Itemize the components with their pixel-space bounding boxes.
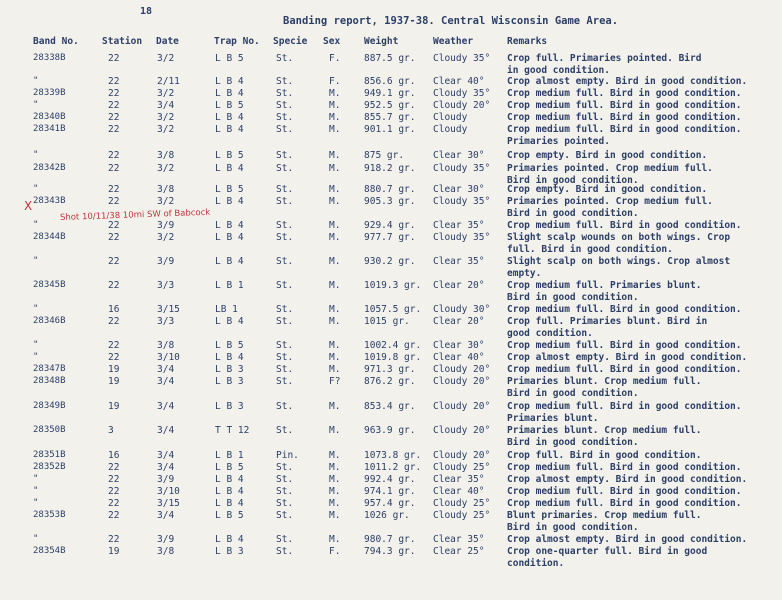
handwritten-shot-note: Shot 10/11/38 10mi SW of Babcock	[59, 207, 211, 223]
cell-species: St.	[276, 53, 294, 64]
cell-weather: Cloudy 20°	[433, 425, 491, 436]
cell-date: 3/4	[157, 462, 175, 473]
cell-date: 3/15	[157, 304, 180, 315]
cell-date: 3/3	[157, 316, 175, 327]
cell-station: 16	[108, 304, 120, 315]
cell-band: "	[33, 474, 39, 484]
cell-species: St.	[276, 340, 294, 351]
cell-trap: L B 3	[215, 546, 244, 557]
cell-weather: Clear 35°	[433, 256, 485, 267]
cell-remarks-line: Crop medium full. Bird in good condition.	[507, 124, 742, 135]
cell-trap: L B 4	[215, 352, 244, 363]
cell-trap: L B 4	[215, 474, 244, 485]
cell-station: 22	[108, 124, 120, 135]
cell-sex: M.	[329, 150, 341, 161]
cell-date: 3/2	[157, 163, 175, 174]
cell-sex: M.	[329, 462, 341, 473]
cell-remarks-line: full. Bird in good condition.	[507, 244, 673, 255]
cell-remarks-line: Crop medium full. Bird in good condition.	[507, 304, 742, 315]
cell-station: 22	[108, 112, 120, 123]
cell-weight: 856.6 gr.	[364, 76, 416, 87]
cell-species: St.	[276, 510, 294, 521]
cell-station: 22	[108, 150, 120, 161]
cell-weight: 977.7 gr.	[364, 232, 416, 243]
cell-remarks-line: Crop one-quarter full. Bird in good	[507, 546, 708, 557]
cell-sex: M.	[329, 340, 341, 351]
cell-trap: L B 3	[215, 401, 244, 412]
cell-sex: M.	[329, 112, 341, 123]
cell-station: 19	[108, 401, 120, 412]
cell-station: 22	[108, 100, 120, 111]
cell-trap: L B 5	[215, 462, 244, 473]
cell-species: St.	[276, 124, 294, 135]
header-weather: Weather	[433, 36, 474, 47]
cell-weight: 876.2 gr.	[364, 376, 416, 387]
cell-remarks-line: Crop full. Bird in good condition.	[507, 450, 702, 461]
cell-sex: M.	[329, 401, 341, 412]
cell-sex: M.	[329, 498, 341, 509]
cell-weight: 1057.5 gr.	[364, 304, 422, 315]
cell-band: "	[33, 486, 39, 496]
cell-trap: L B 4	[215, 163, 244, 174]
cell-band: 28347B	[33, 364, 66, 374]
cell-station: 22	[108, 220, 120, 231]
cell-species: St.	[276, 352, 294, 363]
cell-weight: 853.4 gr.	[364, 401, 416, 412]
cell-trap: L B 4	[215, 88, 244, 99]
cell-sex: F.	[329, 546, 341, 557]
cell-sex: M.	[329, 304, 341, 315]
cell-weather: Cloudy 20°	[433, 401, 491, 412]
cell-sex: M.	[329, 474, 341, 485]
cell-sex: M.	[329, 280, 341, 291]
cell-species: St.	[276, 232, 294, 243]
cell-band: 28343B	[33, 196, 66, 206]
cell-sex: M.	[329, 364, 341, 375]
cell-weather: Cloudy	[433, 112, 468, 123]
cell-trap: L B 4	[215, 256, 244, 267]
cell-remarks-line: in good condition.	[507, 65, 610, 76]
cell-remarks-line: Crop almost empty. Bird in good condition.	[507, 76, 748, 87]
cell-species: St.	[276, 425, 294, 436]
cell-remarks-line: Bird in good condition.	[507, 388, 639, 399]
cell-remarks-line: empty.	[507, 268, 542, 279]
cell-remarks-line: Slight scalp on both wings. Crop almost	[507, 256, 731, 267]
cell-sex: M.	[329, 486, 341, 497]
cell-weather: Cloudy 25°	[433, 510, 491, 521]
cell-trap: L B 4	[215, 498, 244, 509]
cell-band: 28350B	[33, 425, 66, 435]
cell-band: 28352B	[33, 462, 66, 472]
cell-weight: 957.4 gr.	[364, 498, 416, 509]
cell-station: 22	[108, 53, 120, 64]
header-station: Station	[102, 36, 143, 47]
page-number: 18	[140, 6, 153, 17]
cell-sex: M.	[329, 534, 341, 545]
cell-weight: 794.3 gr.	[364, 546, 416, 557]
cell-station: 22	[108, 462, 120, 473]
cell-station: 22	[108, 352, 120, 363]
cell-weather: Cloudy 30°	[433, 304, 491, 315]
cell-band: "	[33, 76, 39, 86]
cell-band: 28349B	[33, 401, 66, 411]
cell-station: 22	[108, 196, 120, 207]
cell-trap: L B 4	[215, 112, 244, 123]
header-trap-no: Trap No.	[214, 36, 260, 47]
cell-weight: 887.5 gr.	[364, 53, 416, 64]
cell-remarks-line: Crop medium full. Bird in good condition.	[507, 112, 742, 123]
cell-station: 22	[108, 232, 120, 243]
cell-weather: Cloudy 35°	[433, 53, 491, 64]
cell-date: 3/2	[157, 88, 175, 99]
cell-weather: Cloudy 35°	[433, 163, 491, 174]
cell-station: 22	[108, 88, 120, 99]
cell-date: 3/4	[157, 401, 175, 412]
cell-weight: 1073.8 gr.	[364, 450, 422, 461]
cell-species: St.	[276, 376, 294, 387]
cell-station: 22	[108, 163, 120, 174]
cell-trap: L B 5	[215, 150, 244, 161]
cell-sex: F?	[329, 376, 341, 387]
cell-weather: Clear 40°	[433, 76, 485, 87]
cell-remarks-line: Crop medium full. Primaries blunt.	[507, 280, 702, 291]
cell-station: 22	[108, 256, 120, 267]
cell-weather: Clear 40°	[433, 486, 485, 497]
cell-weight: 1026 gr.	[364, 510, 410, 521]
cell-trap: L B 4	[215, 124, 244, 135]
cell-weight: 905.3 gr.	[364, 196, 416, 207]
cell-date: 3/4	[157, 100, 175, 111]
cell-sex: M.	[329, 184, 341, 195]
cell-weather: Cloudy	[433, 124, 468, 135]
cell-weather: Clear 30°	[433, 184, 485, 195]
cell-weight: 974.1 gr.	[364, 486, 416, 497]
cell-date: 2/11	[157, 76, 180, 87]
cell-date: 3/2	[157, 124, 175, 135]
cell-weight: 1015 gr.	[364, 316, 410, 327]
cell-weather: Clear 25°	[433, 546, 485, 557]
cell-weather: Cloudy 20°	[433, 450, 491, 461]
cell-remarks-line: Crop medium full. Bird in good condition.	[507, 340, 742, 351]
cell-trap: L B 4	[215, 316, 244, 327]
cell-remarks-line: Blunt primaries. Crop medium full.	[507, 510, 702, 521]
cell-species: St.	[276, 474, 294, 485]
header-weight: Weight	[364, 36, 399, 47]
cell-sex: M.	[329, 256, 341, 267]
cell-weather: Cloudy 20°	[433, 376, 491, 387]
cell-sex: M.	[329, 163, 341, 174]
cell-sex: M.	[329, 232, 341, 243]
cell-weight: 1019.8 gr.	[364, 352, 422, 363]
cell-date: 3/9	[157, 256, 175, 267]
cell-remarks-line: Crop medium full. Bird in good condition.	[507, 486, 742, 497]
cell-sex: M.	[329, 316, 341, 327]
cell-trap: L B 3	[215, 364, 244, 375]
cell-species: St.	[276, 401, 294, 412]
cell-sex: M.	[329, 352, 341, 363]
cell-remarks-line: Bird in good condition.	[507, 208, 639, 219]
cell-remarks-line: Bird in good condition.	[507, 175, 639, 186]
cell-band: 28345B	[33, 280, 66, 290]
cell-station: 19	[108, 376, 120, 387]
cell-weather: Clear 20°	[433, 280, 485, 291]
cell-station: 22	[108, 280, 120, 291]
cell-trap: L B 4	[215, 220, 244, 231]
cell-remarks-line: Crop medium full. Bird in good condition.	[507, 364, 742, 375]
cell-remarks-line: Bird in good condition.	[507, 437, 639, 448]
cell-band: 28346B	[33, 316, 66, 326]
cell-trap: L B 5	[215, 340, 244, 351]
cell-remarks-line: good condition.	[507, 328, 593, 339]
cell-species: St.	[276, 462, 294, 473]
cell-date: 3/4	[157, 425, 175, 436]
cell-date: 3/15	[157, 498, 180, 509]
cell-species: Pin.	[276, 450, 299, 461]
header-date: Date	[156, 36, 179, 47]
cell-date: 3/8	[157, 546, 175, 557]
cell-band: 28341B	[33, 124, 66, 134]
cell-remarks-line: Crop medium full. Bird in good condition.	[507, 462, 742, 473]
cell-weather: Cloudy 25°	[433, 498, 491, 509]
cell-date: 3/8	[157, 150, 175, 161]
cell-remarks-line: Bird in good condition.	[507, 522, 639, 533]
cell-sex: M.	[329, 100, 341, 111]
cell-species: St.	[276, 112, 294, 123]
cell-weight: 880.7 gr.	[364, 184, 416, 195]
cell-species: St.	[276, 88, 294, 99]
cell-band: "	[33, 256, 39, 266]
cell-station: 22	[108, 316, 120, 327]
cell-weight: 901.1 gr.	[364, 124, 416, 135]
cell-date: 3/4	[157, 364, 175, 375]
cell-weight: 980.7 gr.	[364, 534, 416, 545]
cell-trap: L B 4	[215, 486, 244, 497]
cell-station: 19	[108, 364, 120, 375]
cell-remarks-line: condition.	[507, 558, 565, 569]
cell-weight: 929.4 gr.	[364, 220, 416, 231]
cell-species: St.	[276, 184, 294, 195]
cell-station: 22	[108, 534, 120, 545]
cell-date: 3/2	[157, 53, 175, 64]
cell-station: 22	[108, 340, 120, 351]
cell-remarks-line: Slight scalp wounds on both wings. Crop	[507, 232, 731, 243]
cell-remarks-line: Crop medium full. Bird in good condition.	[507, 100, 742, 111]
cell-station: 22	[108, 510, 120, 521]
cell-weight: 1002.4 gr.	[364, 340, 422, 351]
cell-species: St.	[276, 498, 294, 509]
cell-weight: 855.7 gr.	[364, 112, 416, 123]
page-title: Banding report, 1937-38. Central Wisconsin Game Area.	[283, 15, 619, 27]
cell-band: "	[33, 304, 39, 314]
cell-date: 3/8	[157, 340, 175, 351]
cell-date: 3/10	[157, 486, 180, 497]
cell-trap: L B 4	[215, 76, 244, 87]
cell-weather: Clear 35°	[433, 474, 485, 485]
cell-species: St.	[276, 220, 294, 231]
cell-remarks-line: Primaries pointed. Crop medium full.	[507, 163, 713, 174]
cell-remarks-line: Crop medium full. Bird in good condition.	[507, 220, 742, 231]
cell-trap: L B 5	[215, 510, 244, 521]
cell-weather: Cloudy 25°	[433, 462, 491, 473]
cell-station: 19	[108, 546, 120, 557]
cell-date: 3/4	[157, 450, 175, 461]
cell-band: 28351B	[33, 450, 66, 460]
header-sex: Sex	[323, 36, 341, 47]
cell-sex: M.	[329, 220, 341, 231]
cell-weather: Clear 30°	[433, 150, 485, 161]
cell-trap: L B 5	[215, 100, 244, 111]
cell-station: 22	[108, 76, 120, 87]
cell-remarks-line: Primaries pointed. Crop medium full.	[507, 196, 713, 207]
cell-date: 3/2	[157, 232, 175, 243]
cell-species: St.	[276, 280, 294, 291]
cell-band: "	[33, 100, 39, 110]
red-x-mark: X	[24, 199, 33, 213]
cell-station: 22	[108, 474, 120, 485]
cell-weight: 971.3 gr.	[364, 364, 416, 375]
cell-trap: T T 12	[215, 425, 250, 436]
cell-species: St.	[276, 150, 294, 161]
cell-weight: 949.1 gr.	[364, 88, 416, 99]
cell-date: 3/2	[157, 196, 175, 207]
cell-weight: 1019.3 gr.	[364, 280, 422, 291]
cell-species: St.	[276, 76, 294, 87]
cell-sex: M.	[329, 510, 341, 521]
cell-date: 3/10	[157, 352, 180, 363]
cell-remarks-line: Crop full. Primaries pointed. Bird	[507, 53, 702, 64]
cell-trap: L B 5	[215, 53, 244, 64]
header-species: Specie	[273, 36, 308, 47]
cell-trap: L B 4	[215, 534, 244, 545]
cell-remarks-line: Bird in good condition.	[507, 292, 639, 303]
cell-weather: Cloudy 35°	[433, 88, 491, 99]
cell-trap: L B 5	[215, 184, 244, 195]
cell-sex: M.	[329, 196, 341, 207]
cell-sex: M.	[329, 88, 341, 99]
cell-station: 22	[108, 184, 120, 195]
cell-species: St.	[276, 364, 294, 375]
cell-band: "	[33, 220, 39, 230]
cell-species: St.	[276, 316, 294, 327]
cell-weather: Clear 20°	[433, 316, 485, 327]
cell-species: St.	[276, 256, 294, 267]
cell-trap: L B 4	[215, 196, 244, 207]
cell-band: "	[33, 184, 39, 194]
cell-trap: L B 4	[215, 232, 244, 243]
cell-band: "	[33, 498, 39, 508]
cell-remarks-line: Primaries blunt.	[507, 413, 599, 424]
cell-band: 28339B	[33, 88, 66, 98]
cell-band: "	[33, 340, 39, 350]
cell-remarks-line: Crop medium full. Bird in good condition.	[507, 401, 742, 412]
cell-remarks-line: Crop almost empty. Bird in good condition.	[507, 352, 748, 363]
cell-species: St.	[276, 546, 294, 557]
cell-weather: Cloudy 35°	[433, 232, 491, 243]
cell-station: 3	[108, 425, 114, 436]
cell-band: 28342B	[33, 163, 66, 173]
cell-weight: 875 gr.	[364, 150, 405, 161]
cell-species: St.	[276, 534, 294, 545]
cell-band: 28348B	[33, 376, 66, 386]
cell-remarks-line: Crop almost empty. Bird in good condition.	[507, 534, 748, 545]
cell-sex: M.	[329, 450, 341, 461]
cell-remarks-line: Primaries blunt. Crop medium full.	[507, 376, 702, 387]
cell-remarks-line: Crop medium full. Bird in good condition.	[507, 498, 742, 509]
cell-species: St.	[276, 163, 294, 174]
cell-date: 3/9	[157, 474, 175, 485]
cell-date: 3/9	[157, 220, 175, 231]
cell-sex: F.	[329, 76, 341, 87]
cell-band: "	[33, 150, 39, 160]
cell-weight: 952.5 gr.	[364, 100, 416, 111]
cell-trap: L B 1	[215, 280, 244, 291]
cell-sex: M.	[329, 124, 341, 135]
cell-trap: L B 1	[215, 450, 244, 461]
cell-remarks-line: Crop empty. Bird in good condition.	[507, 150, 708, 161]
cell-species: St.	[276, 196, 294, 207]
cell-band: 28344B	[33, 232, 66, 242]
cell-weight: 930.2 gr.	[364, 256, 416, 267]
cell-date: 3/3	[157, 280, 175, 291]
header-band-no: Band No.	[33, 36, 79, 47]
cell-trap: L B 3	[215, 376, 244, 387]
cell-weight: 1011.2 gr.	[364, 462, 422, 473]
cell-sex: F.	[329, 53, 341, 64]
cell-band: 28338B	[33, 53, 66, 63]
header-remarks: Remarks	[507, 36, 548, 47]
cell-weather: Cloudy 20°	[433, 364, 491, 375]
cell-band: "	[33, 352, 39, 362]
cell-species: St.	[276, 486, 294, 497]
cell-remarks-line: Crop full. Primaries blunt. Bird in	[507, 316, 708, 327]
cell-weather: Clear 35°	[433, 220, 485, 231]
cell-remarks-line: Crop almost empty. Bird in good condition.	[507, 474, 748, 485]
cell-station: 22	[108, 486, 120, 497]
cell-remarks-line: Primaries blunt. Crop medium full.	[507, 425, 702, 436]
cell-date: 3/2	[157, 112, 175, 123]
cell-band: 28353B	[33, 510, 66, 520]
cell-band: 28340B	[33, 112, 66, 122]
cell-weight: 918.2 gr.	[364, 163, 416, 174]
cell-weather: Cloudy 35°	[433, 196, 491, 207]
cell-remarks-line: Crop empty. Bird in good condition.	[507, 184, 708, 195]
cell-weight: 963.9 gr.	[364, 425, 416, 436]
cell-weather: Clear 40°	[433, 352, 485, 363]
cell-date: 3/8	[157, 184, 175, 195]
cell-weather: Clear 35°	[433, 534, 485, 545]
cell-date: 3/4	[157, 376, 175, 387]
cell-sex: M.	[329, 425, 341, 436]
cell-weight: 992.4 gr.	[364, 474, 416, 485]
cell-remarks-line: Crop medium full. Bird in good condition.	[507, 88, 742, 99]
cell-trap: LB 1	[215, 304, 238, 315]
cell-species: St.	[276, 304, 294, 315]
cell-station: 22	[108, 498, 120, 509]
cell-band: 28354B	[33, 546, 66, 556]
cell-weather: Cloudy 20°	[433, 100, 491, 111]
cell-species: St.	[276, 100, 294, 111]
cell-remarks-line: Primaries pointed.	[507, 136, 610, 147]
cell-band: "	[33, 534, 39, 544]
cell-date: 3/9	[157, 534, 175, 545]
cell-station: 16	[108, 450, 120, 461]
cell-date: 3/4	[157, 510, 175, 521]
cell-weather: Clear 30°	[433, 340, 485, 351]
